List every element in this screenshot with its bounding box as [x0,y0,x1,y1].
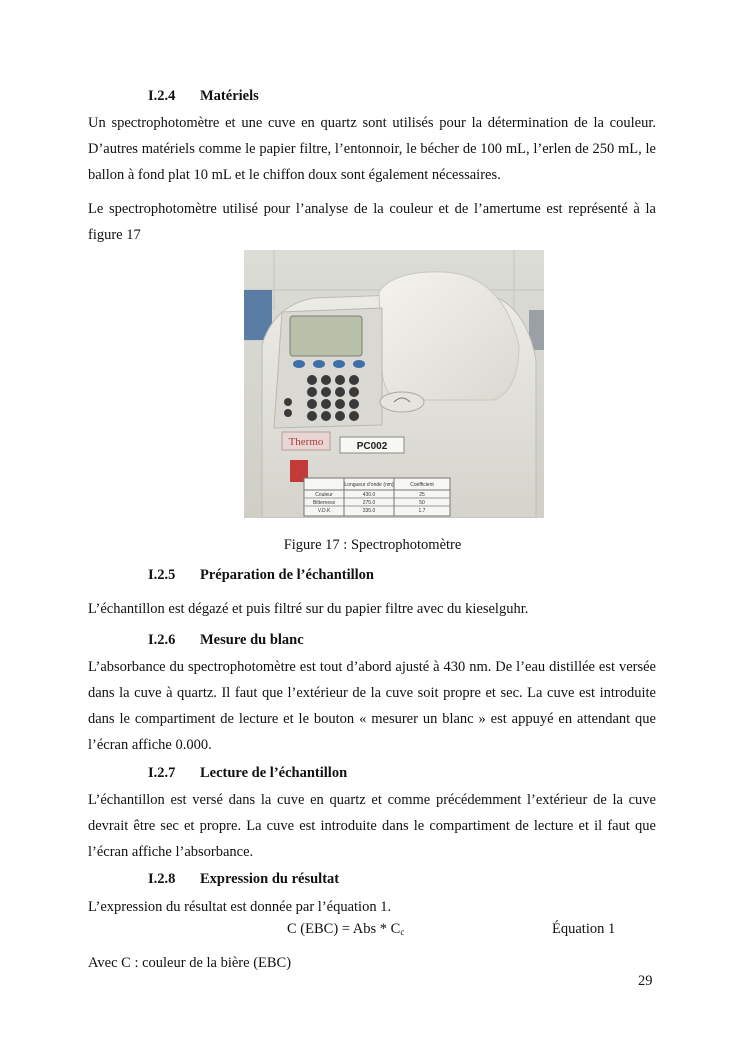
section-number: I.2.8 [148,871,176,887]
coefficient-table [304,478,450,516]
table-cell: 25 [419,492,425,498]
paragraph-legend: Avec C : couleur de la bière (EBC) [88,955,292,971]
section-number: I.2.5 [148,567,176,583]
table-cell: 1.7 [418,508,426,514]
table-cell: 430.0 [362,492,376,498]
section-number: I.2.4 [148,88,176,104]
equation-body: C (EBC) = Abs * C [287,921,401,937]
section-heading-128 [148,871,339,888]
section-number: I.2.7 [148,765,176,781]
section-heading-125 [148,567,374,584]
section-heading-124 [148,88,259,105]
page-number: 29 [638,973,653,989]
paragraph-preparation: L’échantillon est dégazé et puis filtré sur du papier filtre avec du kieselguhr. [88,601,529,617]
section-title: Matériels [200,88,259,104]
section-heading-126 [148,632,304,649]
figure-caption: Figure 17 : Spectrophotomètre [283,537,462,553]
brand-label: Thermo [288,436,324,448]
section-title: Mesure du blanc [200,632,304,648]
section-heading-127 [148,765,347,782]
equation-label: Équation 1 [552,921,616,937]
table-cell: 335.0 [362,508,376,514]
spectrophotometer-photo [244,250,544,518]
table-cell: 50 [419,500,425,506]
section-title: Expression du résultat [200,871,340,887]
table-cell: V.D.K [317,508,331,514]
section-number: I.2.6 [148,632,176,648]
paragraph-spectro-intro: Le spectrophotomètre utilisé pour l’analyse de la couleur et de l’amertume est représenté à la figure 17 [88,201,656,243]
section-title: Lecture de l’échantillon [200,765,348,781]
paragraph-sample-reading: L’échantillon est versé dans la cuve en quartz et comme précédemment l’extérieur de la cuve devrait être sec et propre. La cuve est introduite dans le compartiment de lecture et il faut que l’écran affiche l’absorbance. [88,792,656,860]
table-cell: Couleur [315,492,333,498]
equation [287,921,404,938]
paragraph-blank-measure: L’absorbance du spectrophotomètre est tout d’abord ajusté à 430 nm. De l’eau distillée est versée dans la cuve à quartz. Il faut que l’extérieur de la cuve soit propre et sec. La cuve est introduite dans le compartiment de lecture et le bouton « mesurer un blanc » est appuyé en attendant que l’écran affiche 0.000. [88,659,656,753]
paragraph-materials: Un spectrophotomètre et une cuve en quartz sont utilisés pour la détermination de la couleur. D’autres matériels comme le papier filtre, l’entonnoir, le bécher de 100 mL, l’erlen de 250 mL, le ballon à fond plat 10 mL et le chiffon doux sont également nécessaires. [88,115,656,183]
equation-subscript: c [400,927,405,937]
table-cell: 275.0 [362,500,376,506]
paragraph-result-expression: L’expression du résultat est donnée par l’équation 1. [88,899,392,915]
table-header-wavelength: Longueur d’onde (nm) [344,482,394,488]
section-title: Préparation de l’échantillon [200,567,374,583]
device-label: PC002 [356,441,388,452]
table-cell: Bitterness [312,500,336,506]
table-header-coefficient: Coefficient [410,482,434,488]
